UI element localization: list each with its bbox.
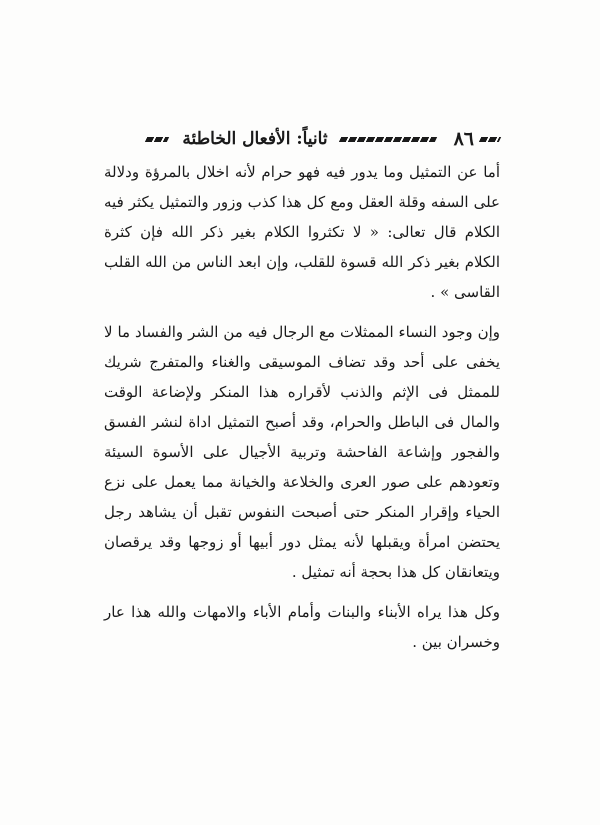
chapter-title: ثانياً: الأفعال الخاطئة xyxy=(182,129,328,149)
header-ornament-middle xyxy=(338,137,436,142)
body-text xyxy=(104,157,500,657)
header-ornament-right xyxy=(479,137,501,142)
header-ornament-left xyxy=(145,137,169,142)
paragraph-1: أما عن التمثيل وما يدور فيه فهو حرام لأنه اخلال بالمرؤة ودلالة على السفه وقلة العقل ومع كل هذا كذب وزور والتمثيل يكثر فيه الكلام قال تعالى: « لا تكثروا الكلام بغير ذكر الله فإن كثرة الكلام بغير ذكر الله قسوة للقلب، وإن ابعد الناس من الله القلب القاسى » . xyxy=(104,163,500,301)
page-number: ٨٦ xyxy=(453,128,474,150)
paragraph-3: وكل هذا يراه الأبناء والبنات وأمام الأباء والامهات والله هذا عار وخسران بين . xyxy=(104,603,500,651)
running-header xyxy=(104,124,500,154)
paragraph-2: وإن وجود النساء الممثلات مع الرجال فيه من الشر والفساد ما لا يخفى على أحد وقد تضاف الموسيقى والغناء والمتفرج شريك للممثل فى الإثم والذنب لأقراره هذا المنكر ولإضاعة الوقت والمال فى الباطل والحرام، وقد أصبح التمثيل اداة لنشر الفسق والفجور وإشاعة الفاحشة وتربية الأجيال على الأسوة السيئة وتعودهم على صور العرى والخلاعة والخيانة مما يعمل على نزع الحياء وإقرار المنكر حتى أصبحت النفوس تقبل أن يشاهد رجل يحتضن امرأة ويقبلها لأنه يمثل دور أبيها أو زوجها وقد يرقصان ويتعانقان كل هذا بحجة أنه تمثيل . xyxy=(104,323,500,581)
